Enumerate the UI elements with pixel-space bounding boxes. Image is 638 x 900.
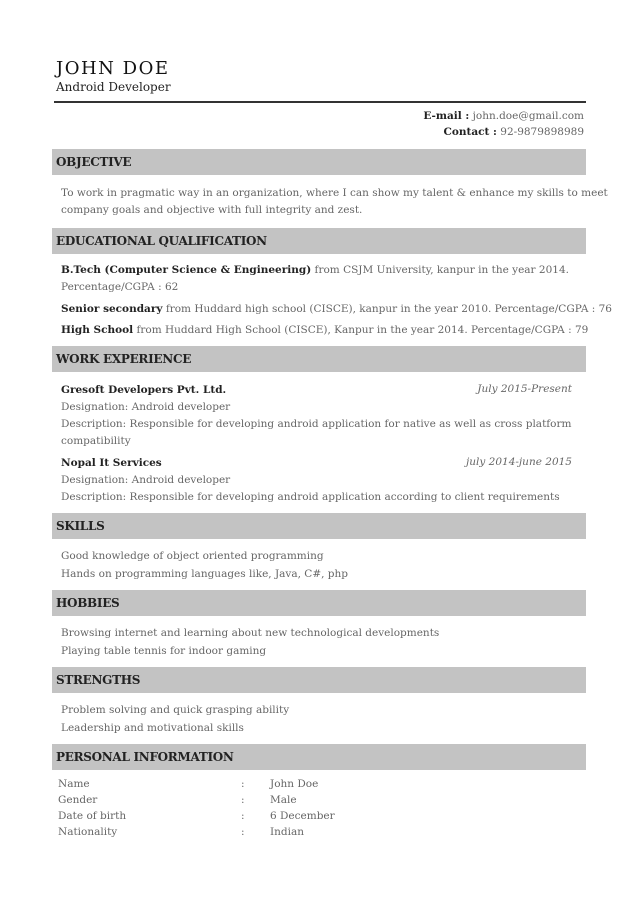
section-title: STRENGTHS — [56, 673, 141, 687]
work-designation: Designation: Android developer — [61, 401, 231, 413]
header-divider — [54, 101, 586, 103]
work-dates: July 2015-Present — [477, 383, 572, 395]
work-description: Description: Responsible for developing android application for native as well as cross platform — [61, 418, 572, 430]
section-strengths — [52, 667, 586, 693]
company-name: Gresoft Developers Pvt. Ltd. — [61, 384, 227, 396]
work-designation: Designation: Android developer — [61, 474, 231, 486]
work-company — [61, 455, 162, 472]
section-title: OBJECTIVE — [56, 155, 132, 169]
personal-value: Indian — [270, 826, 305, 838]
section-hobbies — [52, 590, 586, 616]
strength-item: Leadership and motivational skills — [61, 722, 244, 734]
contact-line — [444, 126, 585, 138]
contact-label: Contact : — [443, 126, 497, 138]
personal-value: John Doe — [270, 778, 319, 790]
section-title: EDUCATIONAL QUALIFICATION — [56, 234, 267, 248]
email-label: E-mail : — [423, 110, 470, 122]
personal-separator: : — [241, 778, 245, 790]
work-description: compatibility — [61, 435, 131, 447]
personal-separator: : — [241, 794, 245, 806]
skill-item: Good knowledge of object oriented programming — [61, 550, 324, 562]
education-detail: from Huddard High School (CISCE), Kanpur in the year 2014. Percentage/CGPA : 79 — [133, 324, 589, 336]
email-line — [423, 110, 584, 122]
skill-item: Hands on programming languages like, Java, C#, php — [61, 568, 349, 580]
section-title: HOBBIES — [56, 596, 120, 610]
personal-value: 6 December — [270, 810, 335, 822]
personal-label: Nationality — [58, 826, 118, 838]
education-item-score: Percentage/CGPA : 62 — [61, 281, 179, 293]
work-description: Description: Responsible for developing android application according to client requirements — [61, 491, 560, 503]
section-work — [52, 346, 586, 372]
personal-label: Name — [58, 778, 90, 790]
section-personal — [52, 744, 586, 770]
section-title: WORK EXPERIENCE — [56, 352, 192, 366]
objective-line: To work in pragmatic way in an organization, where I can show my talent & enhance my skills to meet — [61, 187, 608, 199]
education-detail: from CSJM University, kanpur in the year 2014. — [311, 264, 569, 276]
education-item — [61, 322, 588, 339]
contact-value: 92-9879898989 — [500, 126, 584, 138]
hobby-item: Playing table tennis for indoor gaming — [61, 645, 267, 657]
education-item — [61, 262, 569, 279]
personal-label: Gender — [58, 794, 98, 806]
section-education — [52, 228, 586, 254]
degree: Senior secondary — [61, 303, 163, 315]
degree: B.Tech (Computer Science & Engineering) — [61, 264, 312, 276]
section-title: SKILLS — [56, 519, 105, 533]
personal-separator: : — [241, 826, 245, 838]
candidate-name: JOHN DOE — [56, 58, 170, 79]
strength-item: Problem solving and quick grasping ability — [61, 704, 290, 716]
section-title: PERSONAL INFORMATION — [56, 750, 234, 764]
personal-separator: : — [241, 810, 245, 822]
education-detail: from Huddard high school (CISCE), kanpur in the year 2010. Percentage/CGPA : 76 — [162, 303, 612, 315]
section-skills — [52, 513, 586, 539]
candidate-role: Android Developer — [56, 80, 171, 94]
objective-line: company goals and objective with full integrity and zest. — [61, 204, 363, 216]
company-name: Nopal It Services — [61, 457, 162, 469]
email-value: john.doe@gmail.com — [472, 110, 584, 122]
education-item — [61, 301, 612, 318]
hobby-item: Browsing internet and learning about new technological developments — [61, 627, 440, 639]
degree: High School — [61, 324, 134, 336]
personal-value: Male — [270, 794, 297, 806]
work-company — [61, 382, 226, 399]
work-dates: july 2014-june 2015 — [466, 456, 572, 468]
section-objective — [52, 149, 586, 175]
personal-label: Date of birth — [58, 810, 127, 822]
